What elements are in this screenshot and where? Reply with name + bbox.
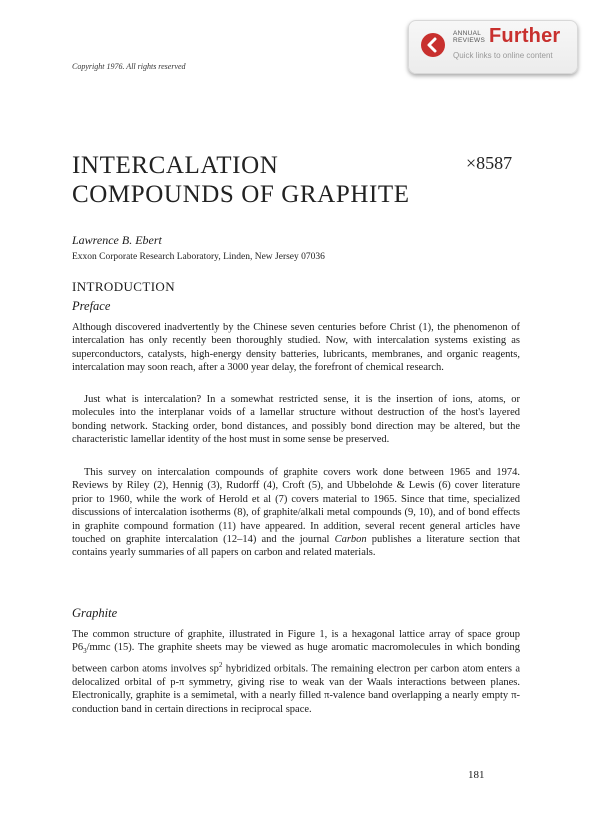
paragraph-graphite-1: The common structure of graphite, illustrated in Figure 1, is a hexagonal lattice array of space group $P6_3$/mmc (15). The graphite sheets may be viewed as huge aromatic macromolecules in which bonding between carbon atoms involves $sp^2$ hybridized orbitals. The remaining electron per carbon atom enters a delocalized orbital of p-π symmetry, giving rise to weak van der Waals interactions between planes. Electronically, graphite is a semimetal, with a nearly filled π-valence band overlapping a nearly empty π-conduction band in certain directions in reciprocal space. bbox=[72, 629, 520, 715]
subsection-heading-graphite: Graphite bbox=[72, 606, 118, 620]
section-heading-introduction: INTRODUCTION bbox=[72, 279, 176, 294]
subsection-heading-preface: Preface bbox=[72, 299, 111, 313]
copyright-notice: Copyright 1976. All rights reserved bbox=[72, 62, 186, 71]
journal-name: Carbon bbox=[334, 534, 367, 546]
author-affiliation: Exxon Corporate Research Laboratory, Linden, New Jersey 07036 bbox=[72, 252, 325, 262]
article-code: ×8587 bbox=[466, 153, 513, 173]
badge-subtitle: Quick links to online content bbox=[453, 51, 553, 60]
paragraph-preface-1: Although discovered inadvertently by the Chinese seven centuries before Christ (1), the phenomenon of intercalation has only recently been thoroughly studied. Now, with intercalation systems existing as superconductors, catalysts, high-energy density batteries, lubricants, membranes, and organic reagents, intercalation may soon reach, after a 3000 year delay, the forefront of chemical research. bbox=[72, 322, 520, 374]
badge-publisher: ANNUAL REVIEWS bbox=[453, 30, 486, 44]
back-arrow-icon bbox=[421, 33, 445, 57]
paragraph-preface-2: Just what is intercalation? In a somewhat restricted sense, it is the insertion of ions, atoms, or molecules into the interplanar voids of a lamellar structure without destruction of the host's layered bonding network. Stacking order, bond distances, and possibly bond direction may be altered, but the characteristic lamellar identity of the host must in some sense be preserved. bbox=[72, 394, 520, 446]
paragraph-preface-3: This survey on intercalation compounds of graphite covers work done between 1965 and 1974. Reviews by Riley (2), Hennig (3), Rudorff (4), Croft (5), and Ubbelohde & Lewis (6) cover literature prior to 1960, while the work of Herold et al (7) covers material to 1965. Since that time, specialized discussions of intercalation isotherms (8), of graphite/alkali metal compounds (9, 10), and of bond effects in graphite compound formation (11) have appeared. In addition, several recent general articles have touched on graphite intercalation (12–14) and the journal Carbon publishes a literature section that contains yearly summaries of all papers on carbon and related materials. bbox=[72, 467, 520, 559]
annual-reviews-further-badge[interactable] bbox=[408, 20, 578, 74]
article-title: INTERCALATION COMPOUNDS OF GRAPHITE bbox=[72, 152, 410, 208]
author-name: Lawrence B. Ebert bbox=[72, 233, 162, 247]
badge-further-label: Further bbox=[489, 25, 561, 47]
page-number: 181 bbox=[468, 769, 485, 781]
